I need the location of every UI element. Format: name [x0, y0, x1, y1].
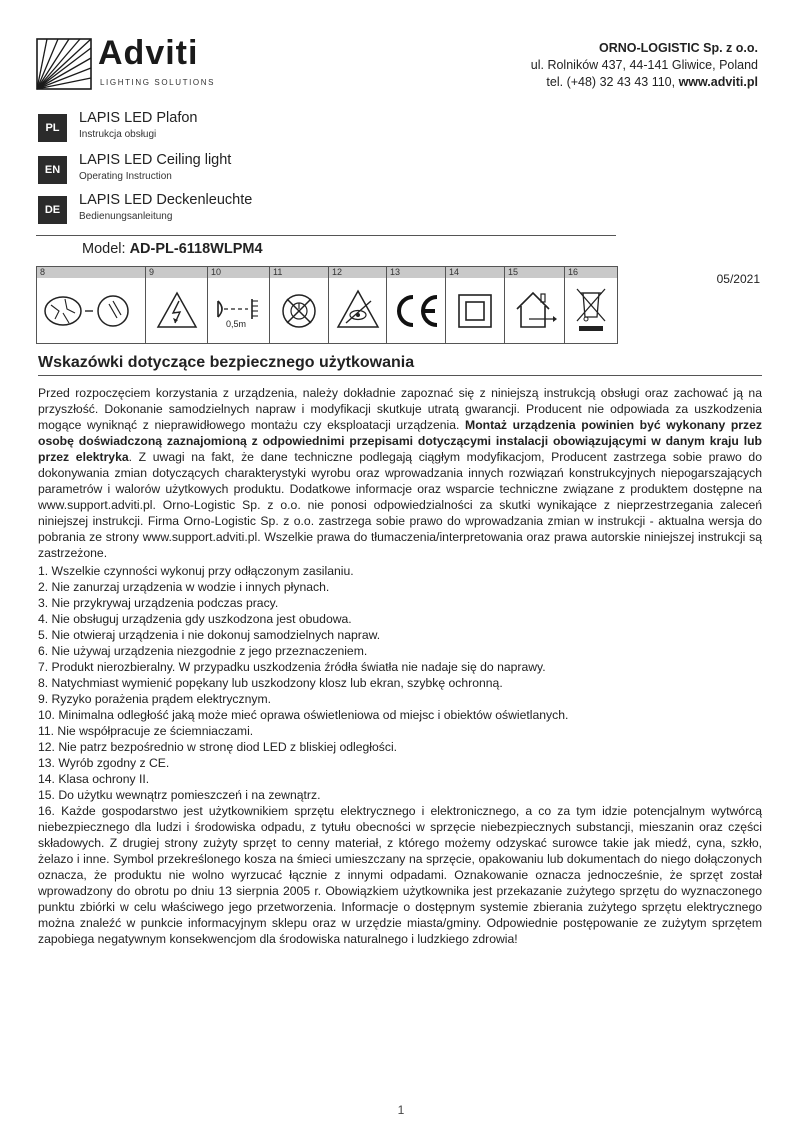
icon-cell — [270, 267, 329, 343]
icon-number: 11 — [270, 267, 328, 278]
no-look-led-icon — [329, 279, 387, 341]
list-item: 16. Każde gospodarstwo jest użytkownikiem sprzętu elektrycznego i elektronicznego, a co za tym idzie potencjalnym wytwórcą niebezpiecznego dla ludzi i środowiska odpadu, z tytułu obecności w sprzęcie niebezpiecznych substancji, mieszanin oraz części składowych. Z drugiej strony zużyty sprzęt to cenny materiał, z którego możemy odzyskać surowce takie jak miedź, cyna, szkło, żelazo i inne. Symbol przekreślonego kosza na śmieci umieszczany na sprzęcie, opakowaniu lub dokumentach do niego dołączonych oznacza, że produktu nie wolno wyrzucać łącznie z innymi odpadami. Oznakowanie oznacza jednocześnie, że sprzęt został wprowadzony do obrotu po dniu 13 sierpnia 2005 r. Obowiązkiem użytkownika jest przekazanie zużytego sprzętu do wyznaczonego punktu zbiórki w celu właściwego jego przetworzenia. Informacje o dostępnym systemie zbierania zużytego sprzętu elektrycznego można znaleźć w punkcie informacyjnym sklepu oraz w urzędzie miasta/gminy. Odpowiednie postępowanie ze zużytym sprzętem zapobiega negatywnym konsekwencjom dla środowiska naturalnego i ludzkiego zdrowia! — [38, 804, 762, 946]
safety-icons-table — [36, 266, 618, 344]
protection-class-ii-icon — [446, 279, 505, 341]
icon-cell — [146, 267, 208, 343]
intro-text: . Z uwagi na fakt, że dane techniczne podlegają ciągłym modyfikacjom, Producent zastrzega sobie prawo do dokonywania zmian dotyczących charakterystyki wyrobu oraz wprowadzania innych rozwiązań konstrukcyjnych niepogarszających parametrów i walorów użytkowych produktu. Dodatkowe informacje oraz wsparcie techniczne związane z produktem dostępne na www.support.adviti.pl. Orno-Logistic Sp. z o.o. nie ponosi odpowiedzialności za skutki wynikające z nieprzestrzegania zaleceń niniejszej instrukcji. Firma Orno-Logistic Sp. z o.o. zastrzega sobie prawo do wprowadzania zmian w instrukcji - aktualna wersja do pobrania ze strony www.support.adviti.pl. Wszelkie prawa do tłumaczenia/interpretowania oraz prawa autorskie niniejszej instrukcji są zastrzeżone. — [38, 450, 762, 560]
section-heading: Wskazówki dotyczące bezpiecznego użytkowania — [38, 354, 415, 371]
icon-number: 15 — [505, 267, 564, 278]
divider — [38, 375, 762, 376]
language-code-badge: EN — [38, 156, 67, 184]
intro-text: Przed rozpoczęciem korzystania z urządzenia, należy dokładnie zapoznać się z niniejszą instrukcją obsługi oraz zachować ją na przyszłość. Dokonanie samodzielnych napraw i modyfikacji skutkuje utratą gwarancji. Producent nie odpowiada za uszkodzenia mogące wyniknąć z nieprawidłowego montażu czy eksploatacji urządzenia. — [38, 386, 762, 432]
company-phone: tel. (+48) 32 43 43 110, — [546, 75, 679, 89]
icon-cell — [208, 267, 270, 343]
language-subtitle: Operating Instruction — [79, 171, 172, 182]
icon-cell — [446, 267, 505, 343]
list-item: 8. Natychmiast wymienić popękany lub uszkodzony klosz lub ekran, szybkę ochronną. — [38, 676, 503, 690]
electric-shock-warning-icon — [146, 279, 208, 341]
list-item: 4. Nie obsługuj urządzenia gdy uszkodzona jest obudowa. — [38, 612, 352, 626]
company-name: ORNO-LOGISTIC Sp. z o.o. — [598, 41, 758, 55]
language-subtitle: Bedienungsanleitung — [79, 211, 173, 222]
icon-number: 8 — [37, 267, 145, 278]
divider — [36, 235, 616, 236]
ce-mark-icon — [387, 279, 446, 341]
icon-cell — [387, 267, 446, 343]
icon-number: 14 — [446, 267, 504, 278]
list-item: 7. Produkt nierozbieralny. W przypadku uszkodzenia źródła światła nie nadaje się do naprawy. — [38, 660, 546, 674]
logo-rays-icon — [36, 38, 92, 90]
page-number: 1 — [397, 1103, 405, 1117]
safety-rules-list — [38, 563, 762, 947]
broken-cover-replace-icon — [37, 279, 146, 341]
icon-cell — [565, 267, 617, 343]
list-item: 10. Minimalna odległość jaką może mieć oprawa oświetleniowa od miejsc i obiektów oświetlanych. — [38, 708, 569, 722]
list-item: 11. Nie współpracuje ze ściemniaczami. — [38, 724, 254, 738]
model-line — [82, 241, 263, 257]
language-title: LAPIS LED Plafon — [79, 110, 198, 126]
company-website[interactable]: www.adviti.pl — [678, 75, 758, 89]
list-item: 5. Nie otwieraj urządzenia i nie dokonuj samodzielnych napraw. — [38, 628, 381, 642]
list-item: 3. Nie przykrywaj urządzenia podczas pracy. — [38, 596, 279, 610]
list-item: 2. Nie zanurzaj urządzenia w wodzie i innych płynach. — [38, 580, 330, 594]
language-code-badge: PL — [38, 114, 67, 142]
icon-cell — [329, 267, 387, 343]
list-item: 13. Wyrób zgodny z CE. — [38, 756, 170, 770]
icon-number: 10 — [208, 267, 269, 278]
brand-logo — [36, 34, 216, 94]
icon-number: 9 — [146, 267, 207, 278]
document-date: 05/2021 — [716, 272, 760, 286]
language-title: LAPIS LED Ceiling light — [79, 152, 232, 168]
icon-number: 13 — [387, 267, 445, 278]
model-value: AD-PL-6118WLPM4 — [129, 241, 263, 257]
list-item: 15. Do użytku wewnątrz pomieszczeń i na zewnątrz. — [38, 788, 321, 802]
intro-paragraph — [38, 385, 762, 561]
icon-number: 12 — [329, 267, 386, 278]
brand-name: Adviti — [98, 34, 199, 72]
list-item: 6. Nie używaj urządzenia niezgodnie z jego przeznaczeniem. — [38, 644, 368, 658]
company-address: ul. Rolników 437, 44-141 Gliwice, Poland — [530, 58, 758, 72]
distance-caption: 0,5m — [226, 319, 247, 329]
list-item: 9. Ryzyko porażenia prądem elektrycznym. — [38, 692, 272, 706]
model-label: Model: — [82, 241, 130, 257]
language-subtitle: Instrukcja obsługi — [79, 129, 157, 140]
language-code-badge: DE — [38, 196, 67, 224]
list-item: 12. Nie patrz bezpośrednio w stronę diod LED z bliskiej odległości. — [38, 740, 398, 754]
company-info — [531, 40, 758, 91]
list-item: 14. Klasa ochrony II. — [38, 772, 150, 786]
intro-bold-text: Montaż urządzenia powinien być wykonany przez osobę doświadczoną zaznajomioną z odpowiednimi przepisami dotyczącymi instalacji obowiązującymi w danym kraju lub przez elektryka — [38, 418, 762, 464]
no-dimmer-icon — [270, 279, 329, 341]
list-item: 1. Wszelkie czynności wykonuj przy odłączonym zasilaniu. — [38, 564, 354, 578]
icon-cell — [505, 267, 565, 343]
brand-tagline: LIGHTING SOLUTIONS — [100, 78, 216, 87]
weee-bin-icon — [565, 279, 617, 341]
language-title: LAPIS LED Deckenleuchte — [79, 192, 253, 208]
icon-cell — [37, 267, 146, 343]
icon-number: 16 — [565, 267, 617, 278]
indoor-use-icon — [505, 279, 565, 341]
min-distance-icon — [208, 279, 270, 341]
